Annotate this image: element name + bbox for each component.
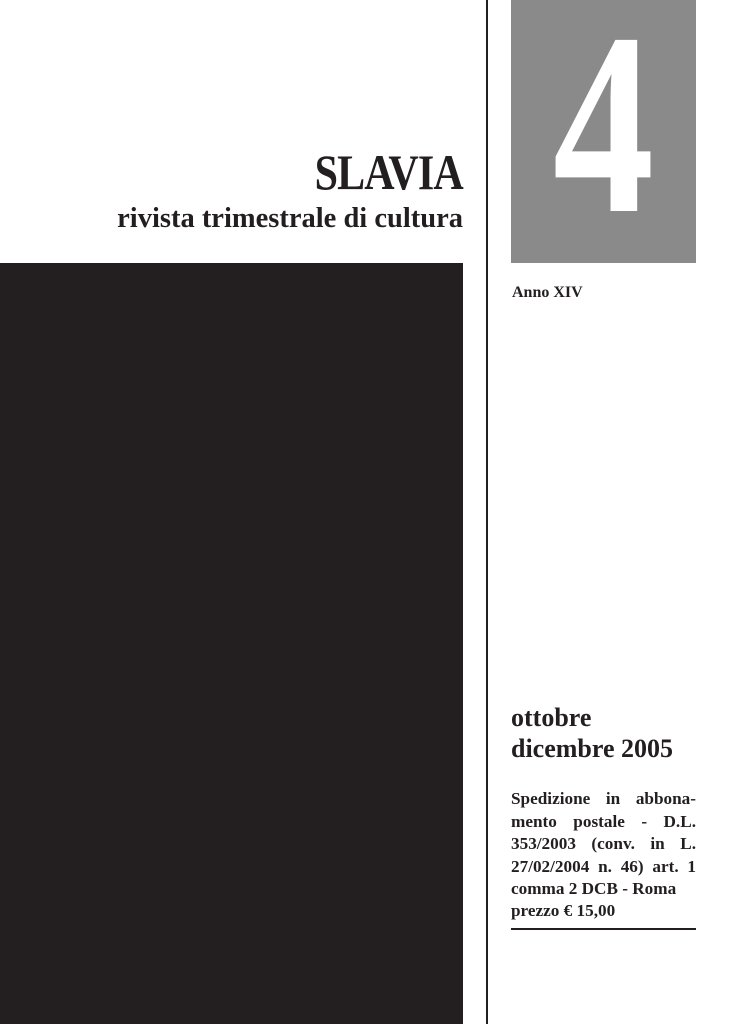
vertical-divider (486, 0, 488, 1024)
shipping-line: 353/2003 (conv. in L. (511, 834, 696, 854)
black-panel (0, 263, 463, 1024)
price-underline (511, 928, 696, 930)
issue-number-box (511, 0, 696, 263)
shipping-line: comma 2 DCB - Roma (511, 879, 677, 899)
price-value: € 15,00 (563, 901, 616, 920)
journal-subtitle: rivista trimestrale di cultura (117, 203, 463, 234)
postal-shipping-note (511, 788, 696, 901)
shipping-line: 27/02/2004 n. 46) art. 1 (511, 856, 696, 876)
price (511, 900, 615, 922)
masthead (117, 144, 463, 236)
period-line-2: dicembre 2005 (511, 734, 673, 763)
period-line-1: ottobre (511, 703, 592, 732)
year-label: Anno XIV (512, 284, 583, 301)
shipping-line: mento postale - D.L. (511, 811, 696, 831)
issue-number: 4 (552, 0, 655, 263)
journal-title: SLAVIA (314, 144, 463, 200)
price-label: prezzo (511, 901, 560, 920)
shipping-line: Spedizione in abbona- (511, 789, 696, 808)
issue-period (511, 702, 673, 764)
